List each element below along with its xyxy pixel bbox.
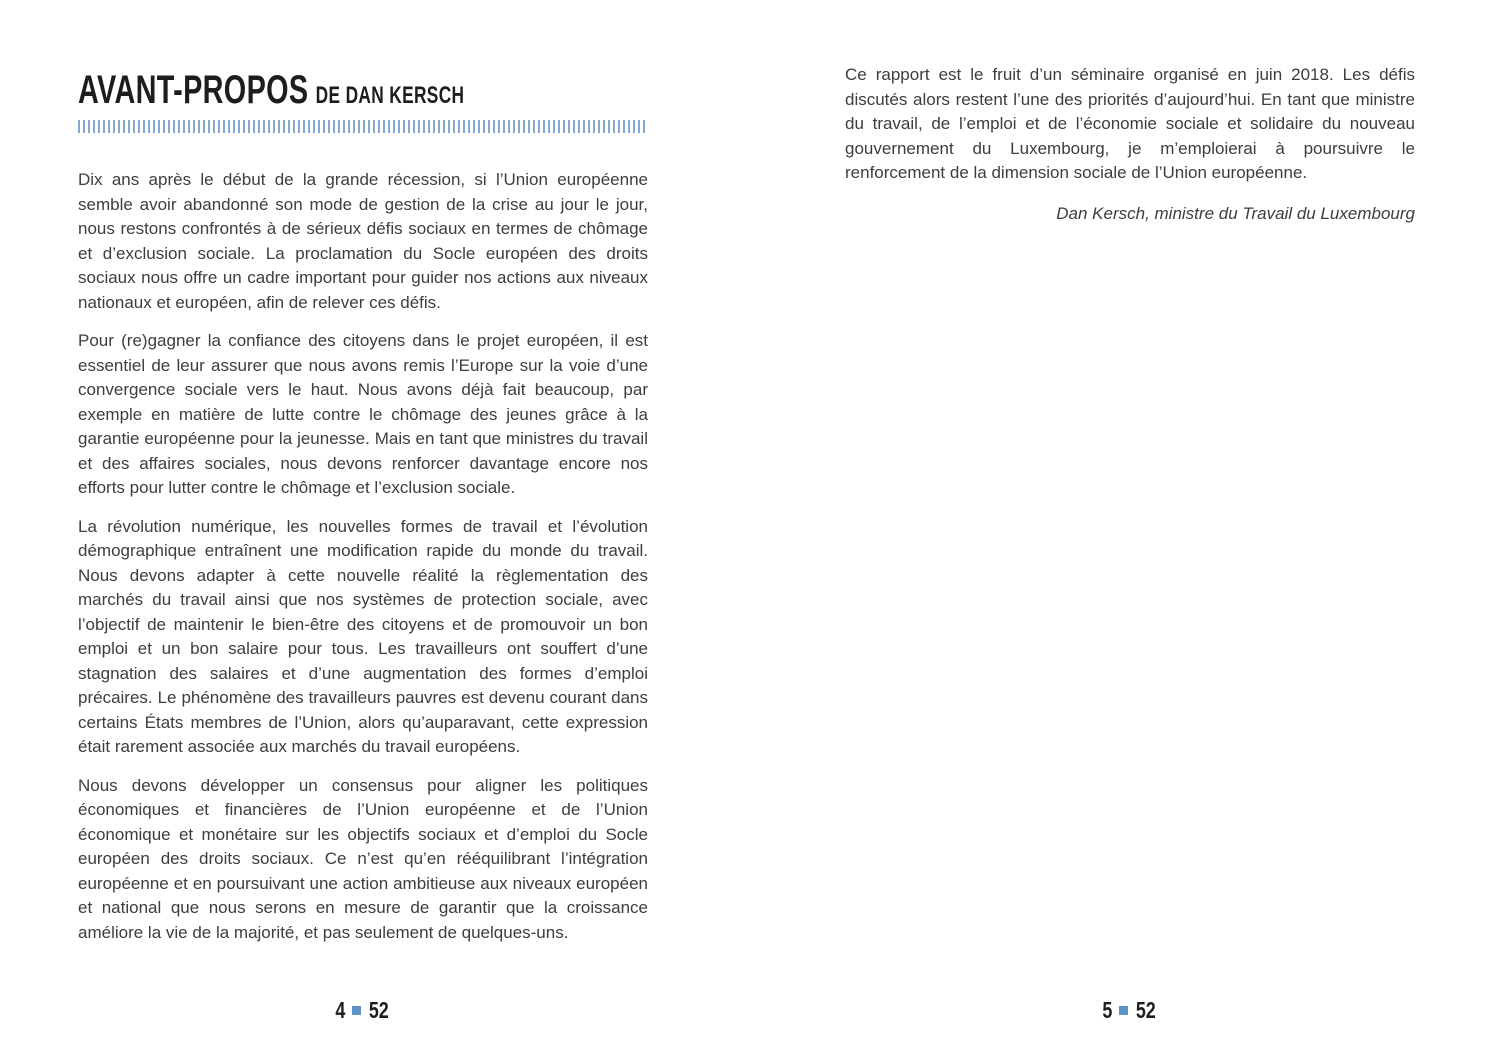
title-underline-rule [78,120,648,133]
paragraph: Dix ans après le début de la grande récession, si l’Union européenne semble avoir abandonné son mode de gestion de la crise au jour le jour, nous restons confrontés à de sérieux défis sociaux en termes de chômage et d’exclusion sociale. La proclamation du Socle européen des droits sociaux nous offre un cadre important pour guider nos actions aux niveaux nationaux et européen, afin de relever ces défis. [78,170,648,312]
right-body-text [845,63,1415,226]
paragraph: La révolution numérique, les nouvelles formes de travail et l’évolution démographique entraînent une modification rapide du monde du travail. Nous devons adapter à cette nouvelle réalité la règlementation des marchés du travail ainsi que nos systèmes de protection sociale, avec l’objectif de maintenir le bien-être des citoyens et de promouvoir un bon emploi et un bon salaire pour tous. Les travailleurs ont souffert d’une stagnation des salaires et d’une augmentation des formes d’emploi précaires. Le phénomène des travailleurs pauvres est devenu courant dans certains États membres de l’Union, alors qu’auparavant, cette expression était rarement associée aux marchés du travail européens. [78,516,648,756]
page-number: 4 [335,997,346,1023]
page-total: 52 [368,997,389,1023]
page-right [845,0,1415,1058]
foreword-title: AVANT-PROPOS [78,68,309,112]
page-left [78,0,648,1058]
foreword-header [78,68,648,133]
page-number: 5 [1102,997,1113,1023]
footer-separator-square-icon [352,1006,361,1015]
page-footer-left [78,997,648,1024]
left-body-text [78,168,648,959]
paragraph: Nous devons développer un consensus pour aligner les politiques économiques et financières de l’Union européenne et de l’Union économique et monétaire sur les objectifs sociaux et d’emploi du Socle européen des droits sociaux. Ce n’est qu’en rééquilibrant l’intégration européenne et en poursuivant une action ambitieuse aux niveaux européen et national que nous serons en mesure de garantir que la croissance améliore la vie de la majorité, et pas seulement de quelques-uns. [78,775,648,942]
paragraph: Pour (re)gagner la confiance des citoyens dans le projet européen, il est essentiel de leur assurer que nous avons remis l’Europe sur la voie d’une convergence sociale vers le haut. Nous avons déjà fait beaucoup, par exemple en matière de lutte contre le chômage des jeunes grâce à la garantie européenne pour la jeunesse. Mais en tant que ministres du travail et des affaires sociales, nous devons renforcer davantage encore nos efforts pour lutter contre le chômage et l’exclusion sociale. [78,331,648,497]
page-title [78,68,488,113]
signature-line: Dan Kersch, ministre du Travail du Luxembourg [1056,203,1415,223]
page-total: 52 [1135,997,1156,1023]
page-footer-right [845,997,1415,1024]
footer-separator-square-icon [1119,1006,1128,1015]
paragraph: Ce rapport est le fruit d’un séminaire organisé en juin 2018. Les défis discutés alors restent l’une des priorités d’aujourd’hui. En tant que ministre du travail, de l’emploi et de l’économie sociale et solidaire du nouveau gouvernement du Luxembourg, je m’emploierai à poursuivre le renforcement de la dimension sociale de l’Union européenne. [845,65,1415,182]
foreword-subtitle: DE DAN KERSCH [315,82,465,109]
